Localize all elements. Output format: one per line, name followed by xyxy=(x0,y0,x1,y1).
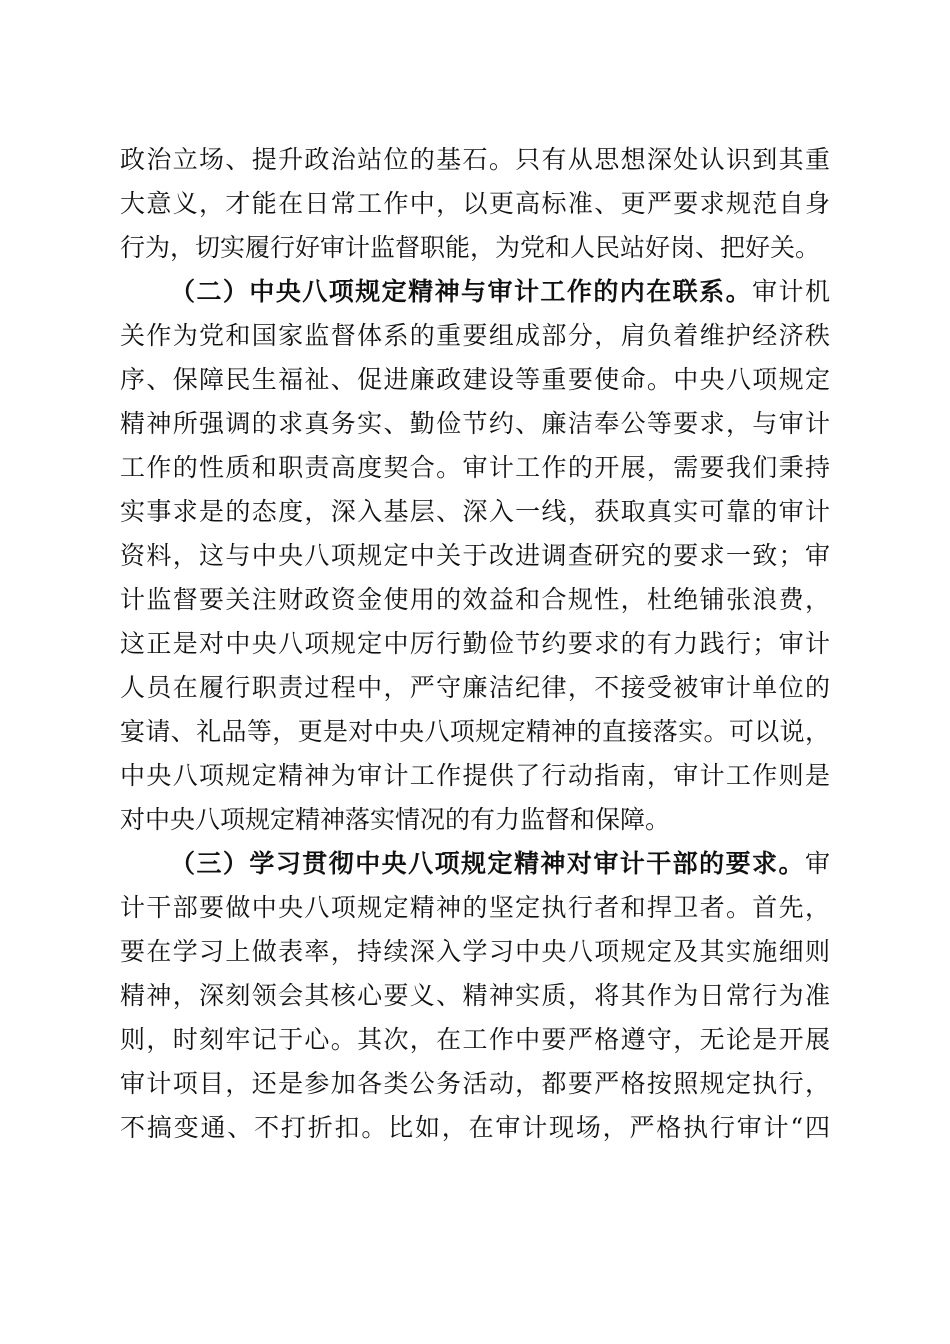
paragraph-line: 工作的性质和职责高度契合。审计工作的开展，需要我们秉持 xyxy=(120,453,830,482)
paragraph-line: 资料，这与中央八项规定中关于改进调查研究的要求一致；审 xyxy=(120,541,830,570)
paragraph-line: 序、保障民生福祉、促进廉政建设等重要使命。中央八项规定 xyxy=(120,365,830,394)
paragraph-text: 审 xyxy=(804,849,830,878)
document-body xyxy=(120,138,830,1150)
paragraph-line: 关作为党和国家监督体系的重要组成部分，肩负着维护经济秩 xyxy=(120,321,830,350)
paragraph-line: 这正是对中央八项规定中厉行勤俭节约要求的有力践行；审计 xyxy=(120,629,830,658)
section-heading-3: （三）学习贯彻中央八项规定精神对审计干部的要求。 xyxy=(170,849,805,878)
paragraph-first-line xyxy=(120,842,830,886)
paragraph-line: 行为，切实履行好审计监督职能，为党和人民站好岗、把好关。 xyxy=(120,233,821,262)
paragraph-line: 实事求是的态度，深入基层、深入一线，获取真实可靠的审计 xyxy=(120,497,830,526)
paragraph-line: 计干部要做中央八项规定精神的坚定执行者和捍卫者。首先， xyxy=(120,893,830,922)
section-heading-2: （二）中央八项规定精神与审计工作的内在联系。 xyxy=(170,277,753,306)
paragraph-line: 不搞变通、不打折扣。比如，在审计现场，严格执行审计“四 xyxy=(120,1113,830,1142)
paragraph-line: 宴请、礼品等，更是对中央八项规定精神的直接落实。可以说， xyxy=(120,717,830,746)
paragraph-text: 审计机 xyxy=(752,277,830,306)
paragraph-line: 对中央八项规定精神落实情况的有力监督和保障。 xyxy=(120,805,671,834)
paragraph-line: 审计项目，还是参加各类公务活动，都要严格按照规定执行， xyxy=(120,1069,830,1098)
paragraph-line: 大意义，才能在日常工作中，以更高标准、更严要求规范自身 xyxy=(120,189,830,218)
paragraph-line: 政治立场、提升政治站位的基石。只有从思想深处认识到其重 xyxy=(120,145,830,174)
paragraph-line: 要在学习上做表率，持续深入学习中央八项规定及其实施细则 xyxy=(120,937,830,966)
paragraph-line: 精神所强调的求真务实、勤俭节约、廉洁奉公等要求，与审计 xyxy=(120,409,830,438)
paragraph-line: 计监督要关注财政资金使用的效益和合规性，杜绝铺张浪费， xyxy=(120,585,830,614)
paragraph-first-line xyxy=(120,270,830,314)
paragraph-line: 则，时刻牢记于心。其次，在工作中要严格遵守，无论是开展 xyxy=(120,1025,830,1054)
paragraph-line: 人员在履行职责过程中，严守廉洁纪律，不接受被审计单位的 xyxy=(120,673,830,702)
paragraph-line: 精神，深刻领会其核心要义、精神实质，将其作为日常行为准 xyxy=(120,981,830,1010)
paragraph-line: 中央八项规定精神为审计工作提供了行动指南，审计工作则是 xyxy=(120,761,830,790)
